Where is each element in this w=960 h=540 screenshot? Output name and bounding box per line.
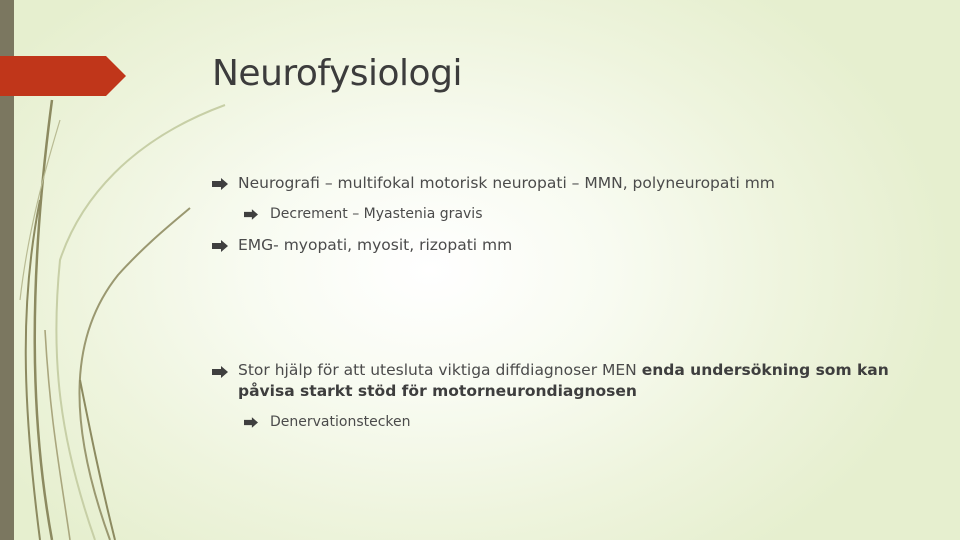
sub-bullet-text: Decrement – Myastenia gravis — [270, 206, 483, 222]
arrow-bullet-icon — [212, 178, 228, 190]
sub-bullet-text: Denervationstecken — [270, 414, 411, 430]
slide-title: Neurofysiologi — [212, 53, 462, 94]
bullet-text-bold: enda undersökning som kan påvisa starkt stöd för motorneurondiagnosen — [238, 361, 889, 400]
bullet-text — [238, 360, 918, 402]
bullet-text-normal: Stor hjälp för att utesluta viktiga diffdiagnoser MEN — [238, 361, 642, 379]
bullet-text: Neurografi – multifokal motorisk neuropati – MMN, polyneuropati mm — [238, 174, 775, 192]
arrow-bullet-icon — [244, 417, 258, 428]
title-accent-arrow — [0, 56, 126, 96]
arrow-bullet-icon — [212, 240, 228, 252]
arrow-bullet-icon — [212, 366, 228, 378]
bullet-text: EMG- myopati, myosit, rizopati mm — [238, 236, 513, 254]
arrow-bullet-icon — [244, 209, 258, 220]
